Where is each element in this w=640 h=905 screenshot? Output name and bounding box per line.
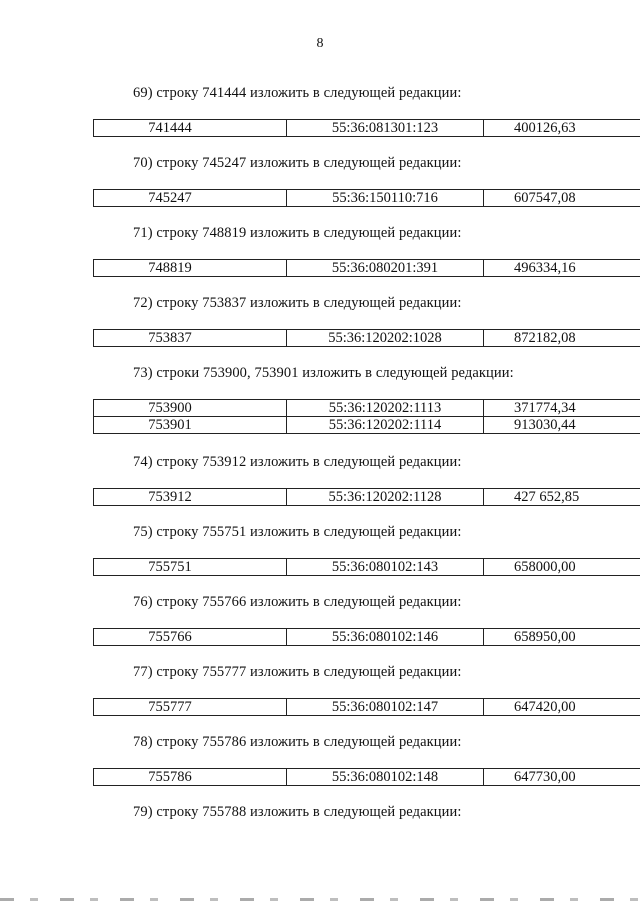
page-number: 8 [316,36,324,51]
table-row [94,559,640,576]
amendment-instruction: 77) строку 755777 изложить в следующей редакции: [133,664,462,680]
row-number-cell: 753900 [94,400,287,417]
row-number-cell: 755777 [94,699,287,716]
cadastral-number-cell: 55:36:120202:1028 [287,330,484,347]
table-row [94,190,640,207]
table-row [94,489,640,506]
table-row [94,417,640,434]
table-row [94,699,640,716]
cadastral-number-cell: 55:36:080102:143 [287,559,484,576]
amendment-instruction: 71) строку 748819 изложить в следующей редакции: [133,225,462,241]
amendment-instruction: 70) строку 745247 изложить в следующей редакции: [133,155,462,171]
value-cell: 647730,00 [484,769,640,786]
row-number-cell: 755751 [94,559,287,576]
value-cell: 607547,08 [484,190,640,207]
amendment-table [93,189,640,207]
amendment-table [93,558,640,576]
amendment-instruction: 69) строку 741444 изложить в следующей редакции: [133,85,462,101]
row-number-cell: 753837 [94,330,287,347]
amendment-instruction: 74) строку 753912 изложить в следующей редакции: [133,454,462,470]
value-cell: 427 652,85 [484,489,640,506]
table-row [94,260,640,277]
cadastral-number-cell: 55:36:080102:148 [287,769,484,786]
cadastral-number-cell: 55:36:080201:391 [287,260,484,277]
table-row [94,120,640,137]
amendment-instruction: 73) строки 753900, 753901 изложить в следующей редакции: [133,365,514,381]
row-number-cell: 745247 [94,190,287,207]
amendment-table [93,119,640,137]
row-number-cell: 741444 [94,120,287,137]
amendment-instruction: 72) строку 753837 изложить в следующей редакции: [133,295,462,311]
row-number-cell: 755766 [94,629,287,646]
value-cell: 872182,08 [484,330,640,347]
amendment-table [93,698,640,716]
amendment-table [93,628,640,646]
row-number-cell: 753912 [94,489,287,506]
table-row [94,629,640,646]
amendment-instruction: 76) строку 755766 изложить в следующей редакции: [133,594,462,610]
amendment-instruction: 79) строку 755788 изложить в следующей редакции: [133,804,462,820]
value-cell: 913030,44 [484,417,640,434]
value-cell: 496334,16 [484,260,640,277]
table-row [94,400,640,417]
row-number-cell: 753901 [94,417,287,434]
cadastral-number-cell: 55:36:080102:146 [287,629,484,646]
cadastral-number-cell: 55:36:120202:1128 [287,489,484,506]
value-cell: 658000,00 [484,559,640,576]
cadastral-number-cell: 55:36:080102:147 [287,699,484,716]
amendment-instruction: 75) строку 755751 изложить в следующей редакции: [133,524,462,540]
amendment-instruction: 78) строку 755786 изложить в следующей редакции: [133,734,462,750]
value-cell: 371774,34 [484,400,640,417]
amendment-table [93,399,640,434]
amendment-table [93,768,640,786]
cadastral-number-cell: 55:36:120202:1113 [287,400,484,417]
amendment-table [93,259,640,277]
scan-edge-artifact [0,898,640,901]
value-cell: 647420,00 [484,699,640,716]
table-row [94,330,640,347]
row-number-cell: 748819 [94,260,287,277]
table-row [94,769,640,786]
row-number-cell: 755786 [94,769,287,786]
cadastral-number-cell: 55:36:120202:1114 [287,417,484,434]
amendment-table [93,329,640,347]
value-cell: 658950,00 [484,629,640,646]
value-cell: 400126,63 [484,120,640,137]
cadastral-number-cell: 55:36:081301:123 [287,120,484,137]
cadastral-number-cell: 55:36:150110:716 [287,190,484,207]
amendment-table [93,488,640,506]
